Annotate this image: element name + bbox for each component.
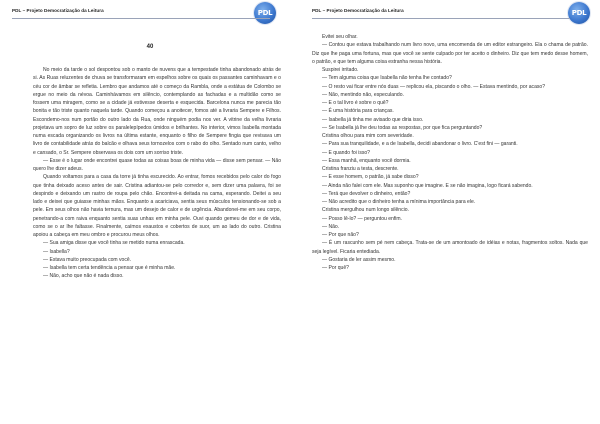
page-number: 40 [146, 44, 154, 50]
paragraph: — Esse é o lugar onde encontrei quase todas as coisas boas de minha vida — disse sem pensar. — Não quero lhe dizer adeus. [33, 157, 281, 172]
paragraph: — Por quê? [322, 265, 349, 271]
paragraph: — Por que não? [322, 232, 359, 238]
paragraph: Cristina franziu a testa, descrente. [322, 166, 399, 172]
pdl-logo-icon: PDL [568, 2, 590, 24]
paragraph: — Tem alguma coisa que Isabella não tenha lhe contado? [322, 75, 452, 82]
paragraph: — Não, mentindo não, especulando. [322, 91, 404, 98]
paragraph: — Não, acho que não é nada disso. [43, 273, 124, 280]
paragraph: Cristina olhou para mim com severidade. [322, 133, 414, 139]
paragraph: — Terá que devolver o dinheiro, então? [322, 190, 411, 197]
paragraph: — Isabella tem certa tendência a pensar que é minha mãe. [43, 265, 176, 271]
header-divider [12, 18, 270, 19]
paragraph: — Sua amiga disse que você tinha se metido numa enrascada. [43, 240, 185, 247]
paragraph: — Não. [322, 223, 340, 230]
paragraph: — E esse homem, o patrão, já sabe disso? [322, 174, 419, 181]
paragraph: Evitei seu olhar. [322, 34, 358, 40]
paragraph: — Estava muito preocupada com você. [43, 256, 132, 263]
right-page [300, 0, 600, 424]
pdl-logo-icon: PDL [254, 2, 276, 24]
paragraph: — Para sua tranquilidade, e a de Isabella, decidi abandonar o livro. C'est fini — garanti. [322, 141, 518, 148]
paragraph: — Isabella? [43, 248, 70, 255]
paragraph: No meio da tarde o sol despontou sob o manto de nuvens que a tempestade tinha abandonado atrás de si. As Ruas reluzentes de chuva se transformaram em espelhos sobre os quais os passantes caminhavam e o céu cor de âmbar se refletia. Lembro que andamos até o começo da Rambla, onde a estátua de Colombo se ergue no meio da névoa. Caminhávamos em silêncio, contemplando as fachadas e a multidão como se fossem uma miragem, como se a cidade já estivesse deserta e esquecida. Barcelona nunca me parecia tão bonita e tão triste quanto naquela tarde. Quando começou a anoitecer, fomos até a livraria Sempere e Filhos. Escondemo-nos num portão do outro lado da Rua, onde ninguém podia nos ver. A vitrine da velha livraria projetava um sopro de luz sobre os paralelepípedos úmidos e brilhantes. No interior, vimos Isabella montada numa escada organizando os livros na última estante, enquanto o filho de Sempere fingia que revisava um livro de contabilidade atrás do balcão e olhava seus tornozelos com o rabo do olho. Sentado num canto, velho e cansado, o Sr. Sempere observava os dois com um sorriso triste. [33, 67, 281, 156]
left-page-body [33, 66, 281, 281]
paragraph: — E o tal livro é sobre o quê? [322, 100, 389, 106]
paragraph: — Não acredito que o dinheiro tenha a mínima importância para ele. [322, 199, 476, 205]
header-divider [312, 18, 570, 19]
paragraph: — Posso lê-lo? — perguntou enfim. [322, 215, 402, 222]
running-header: PDL – Projeto Democratização da Leitura [312, 8, 404, 13]
paragraph: Suspirei irritado. [322, 67, 359, 73]
paragraph: — Isabella já tinha me avisado que diria isso. [322, 116, 424, 123]
paragraph: Cristina mergulhou num longo silêncio. [322, 207, 409, 214]
paragraph: — Ainda não falei com ele. Mas suponho que imagine. E se não imagina, logo ficará sabendo. [322, 182, 533, 189]
paragraph: — Essa manhã, enquanto você dormia. [322, 157, 411, 164]
paragraph: Quando voltamos para a casa da torre já tinha escurecido. Ao entrar, fomos recebidos pelo calor do fogo que tinha deixado aceso antes de sair. Cristina adiantou-se pelo corredor e, sem dizer uma palavra, foi se despindo e deixando um rastro de roupa pelo chão. Encontrei-a deitada na cama, esperando. Deitei a seu lado e deixei que guiasse minhas mãos. Enquanto a acariciava, sentia seus músculos tensionando-se sob a pele. Em seus olhos não havia ternura, mas um desejo de calor e de urgência. Abandonei-me em seu corpo, penetrando-a com raiva enquanto sentia suas unhas em minha pele. Ouvi quando gemeu de dor e de vida, como se o ar lhe faltasse. Finalmente, caímos exaustos e cobertos de suor, um ao lado do outro. Cristina apoiou a cabeça em meu ombro e procurou meus olhos. [33, 174, 281, 238]
running-header: PDL – Projeto Democratização da Leitura [12, 8, 104, 13]
paragraph: — Se Isabella já lhe deu todas as respostas, por que fica perguntando? [322, 124, 483, 131]
paragraph: — Gostaria de ler assim mesmo. [322, 256, 396, 263]
paragraph: — E quando foi isso? [322, 149, 370, 156]
right-page-body [312, 33, 588, 272]
paragraph: — Contou que estava trabalhando num livro novo, uma encomenda de um editor estrangeiro. Ela o chama de patrão. Diz que lhe paga uma fortuna, mas que você se sente culpado por ter aceito o dinheiro. Diz que tem medo desse homem, o patrão, e que tem alguma coisa estranha nessa história. [312, 42, 588, 65]
paragraph: — É uma história para crianças. [322, 108, 394, 115]
paragraph: — É um rascunho sem pé nem cabeça. Trata-se de um amontoado de idéias e notas, fragmentos soltos. Nada que seja legível. Ficaria entediada. [312, 240, 588, 255]
paragraph: — O resto vai ficar entre nós duas — replicou ela, piscando o olho. — Estava mentindo, por acaso? [322, 83, 546, 90]
